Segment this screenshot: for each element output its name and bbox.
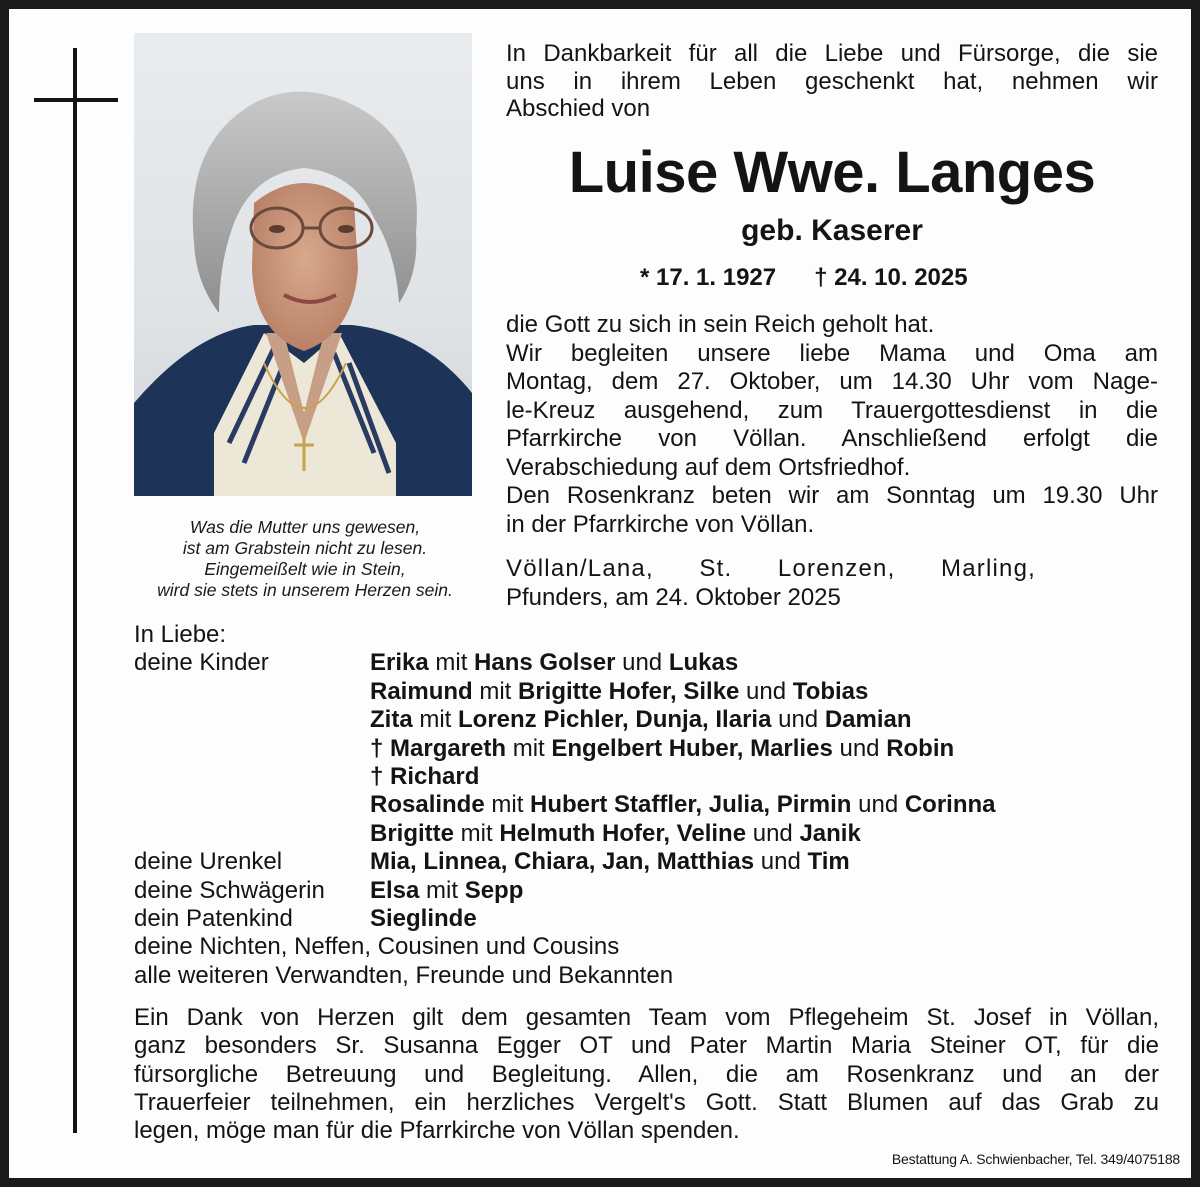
children-row: Brigitte mit Helmuth Hofer, Veline und Janik bbox=[370, 819, 861, 847]
children-row: † Richard bbox=[370, 763, 480, 791]
intro-line: In Dankbarkeit für all die Liebe und Fürsorge, die sie bbox=[506, 40, 1158, 67]
deceased-name: Luise Wwe. Langes bbox=[568, 140, 1096, 205]
place-line: Pfunders, am 24. Oktober 2025 bbox=[506, 584, 841, 611]
children-label: deine Kinder bbox=[134, 649, 269, 677]
poem-line: ist am Grabstein nicht zu lesen. bbox=[182, 538, 428, 558]
children-row: Raimund mit Brigitte Hofer, Silke und Tobias bbox=[370, 677, 869, 705]
thanks-text bbox=[134, 1004, 1159, 1145]
life-dates bbox=[640, 262, 968, 294]
children-row: Rosalinde mit Hubert Staffler, Julia, Pirmin und Corinna bbox=[370, 791, 996, 819]
birth-date: * 17. 1. 1927 bbox=[640, 264, 777, 291]
intro-line: Abschied von bbox=[506, 95, 651, 122]
intro-line: uns in ihrem Leben geschenkt hat, nehmen wir bbox=[506, 67, 1158, 95]
announcement-line: Pfarrkirche von Völlan. Anschließend erfolgt die bbox=[506, 425, 1158, 452]
poem-line: Was die Mutter uns gewesen, bbox=[189, 517, 421, 537]
place-line: Völlan/Lana, St. Lorenzen, Marling, bbox=[506, 555, 1036, 582]
godchild-row: dein Patenkind Sieglinde bbox=[134, 905, 477, 933]
poem-line: Eingemeißelt wie in Stein, bbox=[204, 559, 406, 579]
thanks-line: ganz besonders Sr. Susanna Egger OT und Pater Martin Maria Steiner OT, für die bbox=[134, 1032, 1159, 1060]
family-heading: In Liebe: bbox=[134, 621, 227, 648]
children-row: Zita mit Lorenz Pichler, Dunja, Ilaria und Damian bbox=[370, 706, 912, 734]
announcement-line: in der Pfarrkirche von Völlan. bbox=[506, 510, 815, 538]
relatives-row: alle weiteren Verwandten, Freunde und Bekannten bbox=[134, 961, 674, 989]
maiden-name: geb. Kaserer bbox=[741, 214, 923, 247]
children-row: † Margareth mit Engelbert Huber, Marlies und Robin bbox=[370, 734, 955, 762]
announcement-line: Montag, dem 27. Oktober, um 14.30 Uhr vom Nage- bbox=[506, 368, 1158, 395]
portrait-photo bbox=[134, 33, 472, 496]
death-date: † 24. 10. 2025 bbox=[814, 264, 968, 291]
cross-icon-bar bbox=[34, 98, 118, 102]
intro-text bbox=[506, 40, 1158, 123]
announcement-line: Den Rosenkranz beten wir am Sonntag um 19.30 Uhr bbox=[506, 482, 1158, 509]
sisterinlaw-row: deine Schwägerin Elsa mit Sepp bbox=[134, 876, 524, 904]
announcement-line: Wir begleiten unsere liebe Mama und Oma am bbox=[506, 339, 1158, 367]
funeral-home-footer: Bestattung A. Schwienbacher, Tel. 349/4075188 bbox=[891, 1151, 1180, 1167]
children-row: deine Kinder Erika mit Hans Golser und Lukas bbox=[134, 649, 739, 677]
poem-line: wird sie stets in unserem Herzen sein. bbox=[157, 580, 453, 600]
memorial-poem bbox=[120, 517, 490, 601]
place-and-date bbox=[506, 554, 1036, 612]
thanks-line: Trauerfeier teilnehmen, ein herzliches Vergelt's Gott. Statt Blumen auf das Grab zu bbox=[134, 1088, 1159, 1116]
relatives-row: deine Nichten, Neffen, Cousinen und Cousins bbox=[134, 933, 620, 961]
announcement-line: die Gott zu sich in sein Reich geholt hat. bbox=[506, 311, 935, 338]
thanks-line: fürsorgliche Betreuung und Begleitung. Allen, die am Rosenkranz und an der bbox=[134, 1060, 1159, 1088]
announcement-line: Verabschiedung auf dem Ortsfriedhof. bbox=[506, 453, 911, 481]
greatgrandchildren-row: deine Urenkel Mia, Linnea, Chiara, Jan, Matthias und Tim bbox=[134, 848, 850, 876]
funeral-announcement bbox=[506, 311, 1158, 539]
cross-icon bbox=[73, 48, 77, 1133]
family-list bbox=[134, 621, 1164, 990]
announcement-line: le-Kreuz ausgehend, zum Trauergottesdienst in die bbox=[506, 396, 1158, 424]
thanks-line: legen, möge man für die Pfarrkirche von Völlan spenden. bbox=[134, 1117, 740, 1145]
thanks-line: Ein Dank von Herzen gilt dem gesamten Team vom Pflegeheim St. Josef in Völlan, bbox=[134, 1004, 1159, 1031]
